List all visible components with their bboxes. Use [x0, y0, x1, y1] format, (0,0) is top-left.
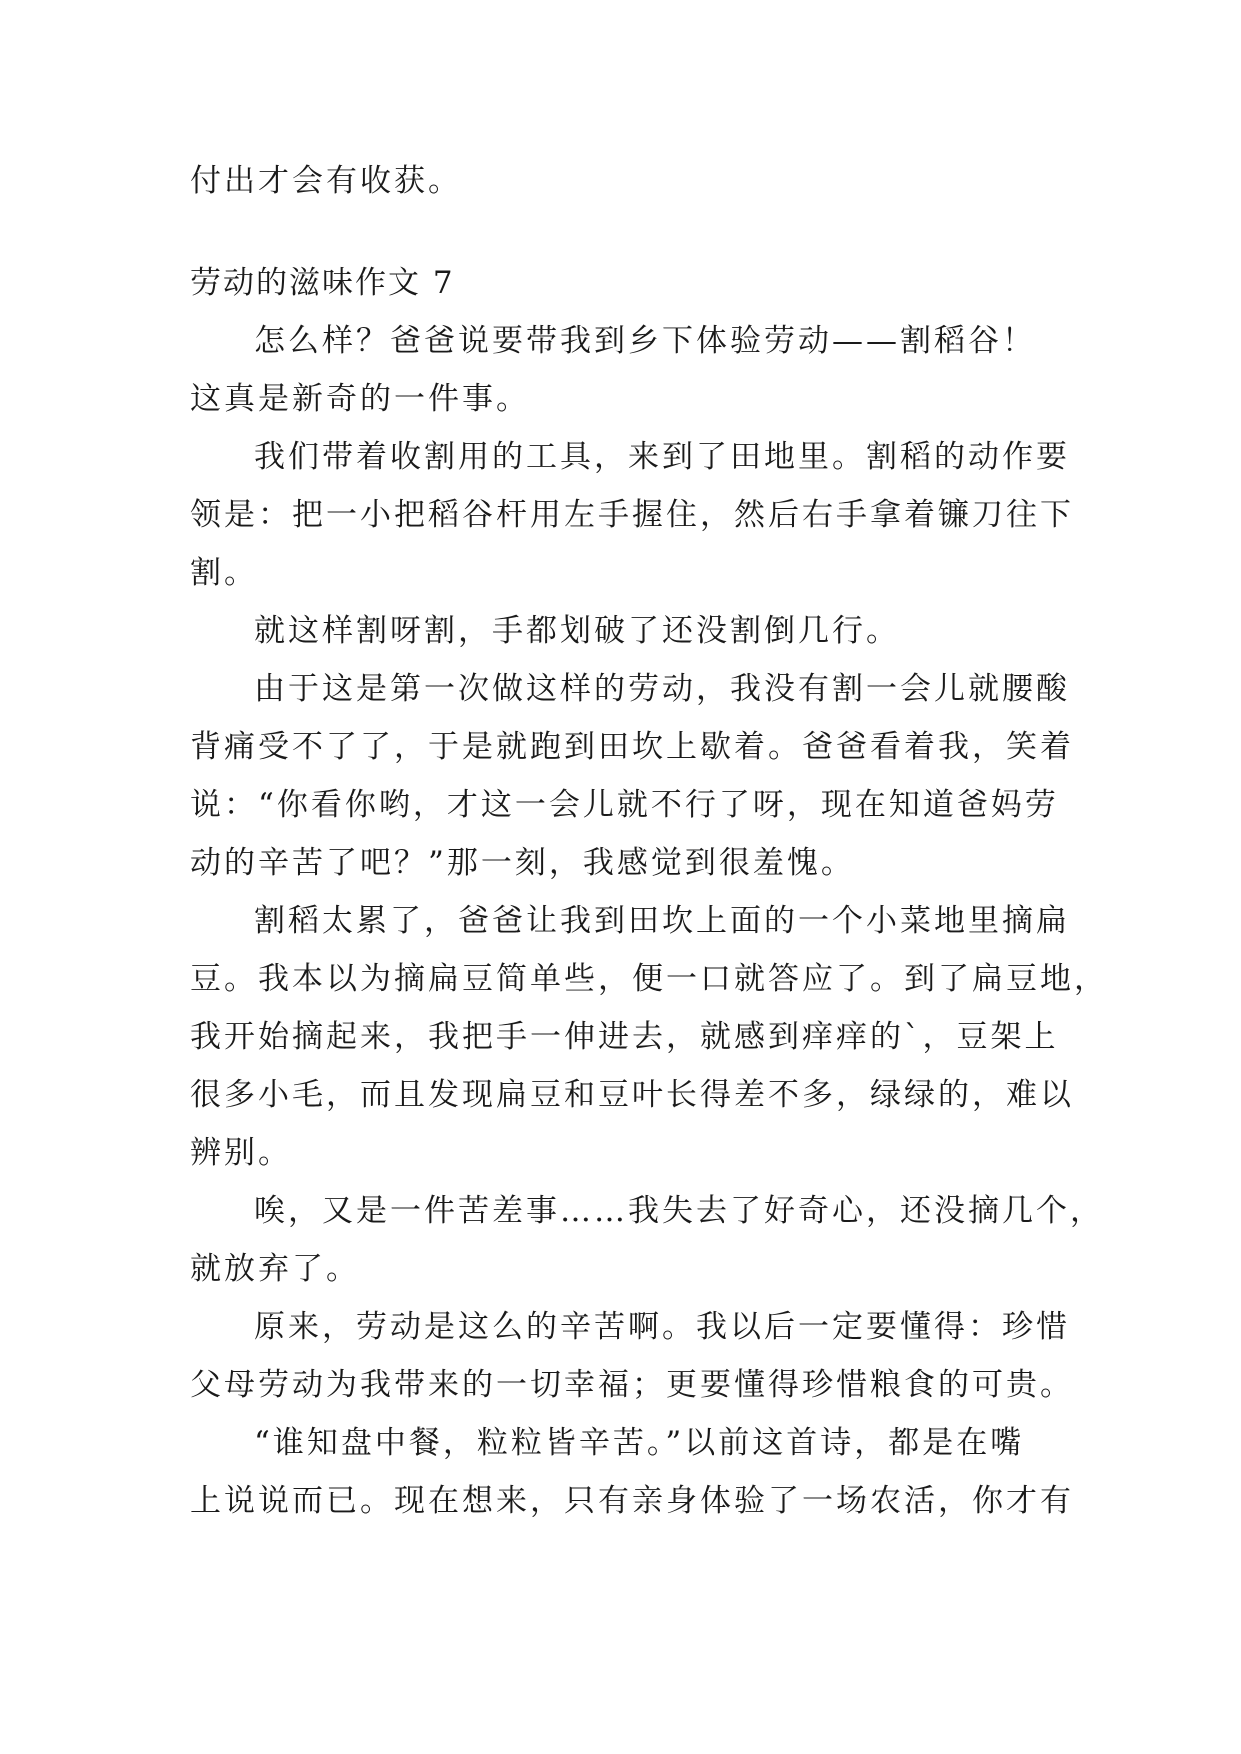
paragraph: [190, 1298, 1074, 1414]
document-body: [190, 152, 1108, 1530]
paragraph: [190, 1182, 1104, 1298]
paragraph-line: 说：“你看你哟，才这一会儿就不行了呀，现在知道爸妈劳: [190, 787, 1059, 823]
paragraph-line: 豆。我本以为摘扁豆简单些，便一口就答应了。到了扁豆地，: [190, 961, 1108, 997]
intro-line: 付出才会有收获。: [190, 163, 462, 199]
paragraph-line: 就放弃了。: [190, 1251, 360, 1287]
paragraph-line: 我开始摘起来，我把手一伸进去，就感到痒痒的`，豆架上: [190, 1019, 1059, 1055]
paragraph-line: 就这样割呀割，手都划破了还没割倒几行。: [254, 613, 900, 649]
paragraph: [190, 892, 1108, 1182]
paragraph: [190, 1414, 1074, 1530]
paragraph-line: 割。: [190, 555, 258, 591]
paragraph-line: 唉，又是一件苦差事……我失去了好奇心，还没摘几个，: [254, 1193, 1104, 1229]
paragraph: [190, 660, 1074, 892]
paragraph: [190, 312, 1052, 428]
paragraph-line: 我们带着收割用的工具，来到了田地里。割稻的动作要: [254, 439, 1070, 475]
paragraph-line: “谁知盘中餐，粒粒皆辛苦。”以前这首诗，都是在嘴: [254, 1425, 1025, 1461]
paragraph-line: 这真是新奇的一件事。: [190, 381, 530, 417]
paragraph-line: 割稻太累了，爸爸让我到田坎上面的一个小菜地里摘扁: [254, 903, 1070, 939]
paragraph-line: 背痛受不了了，于是就跑到田坎上歇着。爸爸看着我，笑着: [190, 729, 1074, 765]
paragraph-line: 怎么样？爸爸说要带我到乡下体验劳动——割稻谷！: [254, 323, 1036, 359]
paragraph-line: 父母劳动为我带来的一切幸福；更要懂得珍惜粮食的可贵。: [190, 1367, 1074, 1403]
essay-title: 劳动的滋味作文 7: [190, 265, 455, 301]
paragraph-line: 很多小毛，而且发现扁豆和豆叶长得差不多，绿绿的，难以: [190, 1077, 1074, 1113]
paragraph: [190, 602, 1052, 660]
paragraph-line: 辨别。: [190, 1135, 292, 1171]
paragraph-line: 由于这是第一次做这样的劳动，我没有割一会儿就腰酸: [254, 671, 1070, 707]
paragraph-line: 上说说而已。现在想来，只有亲身体验了一场农活，你才有: [190, 1483, 1074, 1519]
paragraph-line: 原来，劳动是这么的辛苦啊。我以后一定要懂得：珍惜: [254, 1309, 1070, 1345]
paragraph-line: 动的辛苦了吧？”那一刻，我感觉到很羞愧。: [190, 845, 855, 881]
paragraph: [190, 428, 1074, 602]
paragraph-line: 领是：把一小把稻谷杆用左手握住，然后右手拿着镰刀往下: [190, 497, 1074, 533]
